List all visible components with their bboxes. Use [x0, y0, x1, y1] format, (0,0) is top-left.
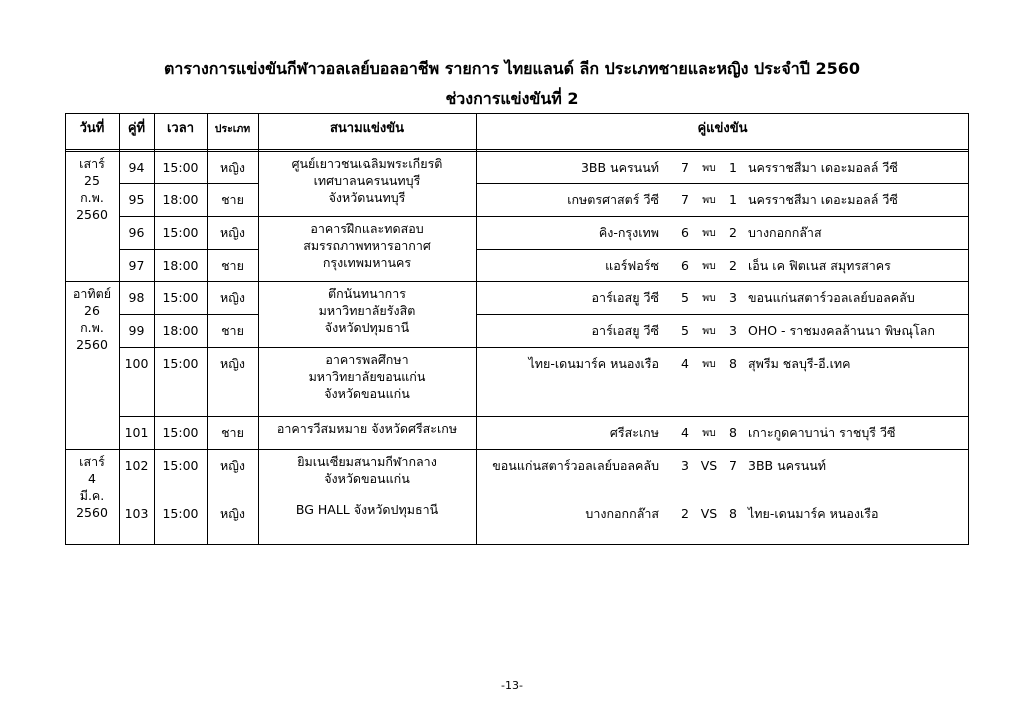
match-number: 96: [128, 225, 145, 240]
page-subtitle: ช่วงการแข่งขันที่ 2: [445, 89, 579, 108]
versus-label: พบ: [702, 227, 716, 239]
header-day: วันที่: [79, 121, 105, 136]
away-score: 8: [729, 356, 737, 371]
venue-line: กรุงเทพมหานคร: [322, 255, 412, 270]
page-title: ตารางการแข่งขันกีฬาวอลเลย์บอลอาชีพ รายการ ไทยแลนด์ ลีก ประเภทชายและหญิง ประจำปี 2560: [164, 59, 860, 78]
away-team: บางกอกกล๊าส: [748, 225, 822, 240]
table-row-line: [119, 314, 258, 315]
home-team: ขอนแก่นสตาร์วอลเลย์บอลคลับ: [492, 458, 659, 473]
venue-line: ยิมเนเซียมสนามกีฬากลาง: [297, 454, 437, 469]
away-team: นครราชสีมา เดอะมอลล์ วีซี: [748, 192, 898, 207]
table-row-line: [476, 216, 969, 217]
table-row-line: [258, 347, 476, 348]
venue-line: มหาวิทยาลัยรังสิต: [318, 303, 416, 318]
match-number: 99: [128, 323, 145, 338]
table-row-line: [65, 544, 969, 545]
table-row-line: [476, 183, 969, 184]
match-time: 15:00: [162, 458, 199, 473]
table-row-line: [119, 216, 258, 217]
match-time: 15:00: [162, 356, 199, 371]
match-number: 98: [128, 290, 145, 305]
match-time: 18:00: [162, 192, 199, 207]
match-type: หญิง: [220, 356, 245, 371]
table-row-line: [258, 449, 476, 450]
venue-line: อาคารพลศึกษา: [325, 352, 409, 367]
home-score: 7: [681, 192, 689, 207]
venue-line: จังหวัดปทุมธานี: [324, 320, 410, 335]
match-type: หญิง: [220, 290, 245, 305]
schedule-table: [65, 113, 969, 545]
match-number: 97: [128, 258, 145, 273]
date-line: อาทิตย์: [72, 286, 112, 301]
table-row-line: [119, 347, 258, 348]
venue-line: ตึกนันทนาการ: [328, 286, 406, 301]
home-score: 4: [681, 356, 689, 371]
date-line: มี.ค.: [79, 488, 105, 503]
match-time: 18:00: [162, 258, 199, 273]
table-row-line: [476, 249, 969, 250]
match-type: ชาย: [221, 425, 244, 440]
versus-label: VS: [700, 506, 718, 521]
table-row-line: [258, 216, 476, 217]
away-score: 7: [729, 458, 737, 473]
home-score: 2: [681, 506, 689, 521]
versus-label: พบ: [702, 325, 716, 337]
away-score: 8: [729, 506, 737, 521]
venue-line: จังหวัดนนทบุรี: [328, 190, 406, 205]
table-row-line: [119, 449, 258, 450]
venue-line: จังหวัดขอนแก่น: [324, 386, 410, 401]
table-row-line: [65, 281, 119, 282]
table-row-line: [65, 113, 969, 114]
match-type: หญิง: [220, 458, 245, 473]
match-time: 15:00: [162, 160, 199, 175]
venue-line: มหาวิทยาลัยขอนแก่น: [308, 369, 426, 384]
versus-label: พบ: [702, 427, 716, 439]
away-score: 3: [729, 290, 737, 305]
table-header-line: [65, 149, 969, 150]
match-time: 15:00: [162, 290, 199, 305]
home-team: แอร์ฟอร์ซ: [605, 258, 659, 273]
venue-line: จังหวัดขอนแก่น: [324, 471, 410, 486]
venue-line: อาคารวีสมหมาย จังหวัดศรีสะเกษ: [276, 421, 458, 436]
match-number: 101: [124, 425, 149, 440]
match-number: 94: [128, 160, 145, 175]
home-team: บางกอกกล๊าส: [585, 506, 659, 521]
match-type: หญิง: [220, 160, 245, 175]
table-row-line: [258, 416, 476, 417]
away-score: 1: [729, 160, 737, 175]
match-time: 15:00: [162, 225, 199, 240]
home-score: 7: [681, 160, 689, 175]
versus-label: พบ: [702, 358, 716, 370]
table-column-line: [968, 113, 969, 545]
date-line: 2560: [76, 505, 108, 520]
venue-line: สมรรถภาพทหารอากาศ: [303, 238, 431, 253]
match-number: 103: [124, 506, 149, 521]
home-team: คิง-กรุงเทพ: [598, 225, 659, 240]
away-team: OHO - ราชมงคลล้านนา พิษณุโลก: [748, 323, 935, 338]
home-team: เกษตรศาสตร์ วีซี: [567, 192, 659, 207]
table-row-line: [476, 449, 969, 450]
away-score: 2: [729, 258, 737, 273]
versus-label: พบ: [702, 162, 716, 174]
home-team: อาร์เอสยู วีซี: [591, 323, 659, 338]
away-team: ไทย-เดนมาร์ค หนองเรือ: [748, 506, 879, 521]
date-line: 2560: [76, 207, 108, 222]
table-row-line: [476, 314, 969, 315]
home-score: 4: [681, 425, 689, 440]
table-row-line: [476, 281, 969, 282]
away-team: นครราชสีมา เดอะมอลล์ วีซี: [748, 160, 898, 175]
date-line: 26: [84, 303, 100, 318]
date-line: 2560: [76, 337, 108, 352]
header-type: ประเภท: [214, 123, 251, 135]
header-teams: คู่แข่งขัน: [697, 121, 748, 136]
home-team: อาร์เอสยู วีซี: [591, 290, 659, 305]
table-row-line: [476, 416, 969, 417]
home-score: 6: [681, 225, 689, 240]
match-number: 100: [124, 356, 149, 371]
header-venue: สนามแข่งขัน: [329, 121, 405, 136]
home-team: 3BB นครนนท์: [580, 160, 659, 175]
home-score: 6: [681, 258, 689, 273]
home-team: ไทย-เดนมาร์ค หนองเรือ: [528, 356, 659, 371]
date-line: เสาร์: [79, 454, 105, 469]
match-time: 15:00: [162, 425, 199, 440]
table-row-line: [119, 416, 258, 417]
match-number: 102: [124, 458, 149, 473]
away-team: สุพรีม ชลบุรี-อี.เทค: [748, 356, 851, 371]
match-type: ชาย: [221, 258, 244, 273]
versus-label: พบ: [702, 194, 716, 206]
away-score: 8: [729, 425, 737, 440]
home-team: ศรีสะเกษ: [609, 425, 659, 440]
table-row-line: [119, 281, 258, 282]
venue-line: อาคารฝึกและทดสอบ: [310, 221, 424, 236]
away-team: 3BB นครนนท์: [748, 458, 827, 473]
page-number: -13-: [501, 679, 523, 692]
away-score: 1: [729, 192, 737, 207]
match-type: ชาย: [221, 323, 244, 338]
versus-label: พบ: [702, 260, 716, 272]
match-time: 15:00: [162, 506, 199, 521]
table-row-line: [119, 183, 258, 184]
away-team: เอ็น เค ฟิตเนส สมุทรสาคร: [748, 258, 891, 273]
venue-line: ศูนย์เยาวชนเฉลิมพระเกียรติ: [291, 156, 443, 171]
table-header-line: [65, 151, 969, 152]
header-match: คู่ที่: [127, 121, 146, 136]
date-line: ก.พ.: [80, 190, 104, 205]
date-line: เสาร์: [79, 156, 105, 171]
table-row-line: [119, 249, 258, 250]
home-score: 5: [681, 323, 689, 338]
header-time: เวลา: [166, 121, 194, 136]
match-type: ชาย: [221, 192, 244, 207]
match-type: หญิง: [220, 506, 245, 521]
home-score: 5: [681, 290, 689, 305]
away-team: เกาะกูดคาบาน่า ราชบุรี วีซี: [748, 425, 896, 440]
home-score: 3: [681, 458, 689, 473]
away-score: 2: [729, 225, 737, 240]
table-row-line: [258, 281, 476, 282]
match-number: 95: [128, 192, 145, 207]
table-row-line: [65, 449, 119, 450]
away-team: ขอนแก่นสตาร์วอลเลย์บอลคลับ: [748, 290, 915, 305]
match-time: 18:00: [162, 323, 199, 338]
venue-line: BG HALL จังหวัดปทุมธานี: [295, 502, 439, 517]
away-score: 3: [729, 323, 737, 338]
date-line: ก.พ.: [80, 320, 104, 335]
match-type: หญิง: [220, 225, 245, 240]
date-line: 25: [84, 173, 100, 188]
venue-line: เทศบาลนครนนทบุรี: [313, 173, 421, 188]
versus-label: พบ: [702, 292, 716, 304]
versus-label: VS: [700, 458, 718, 473]
table-row-line: [476, 347, 969, 348]
date-line: 4: [88, 471, 96, 486]
